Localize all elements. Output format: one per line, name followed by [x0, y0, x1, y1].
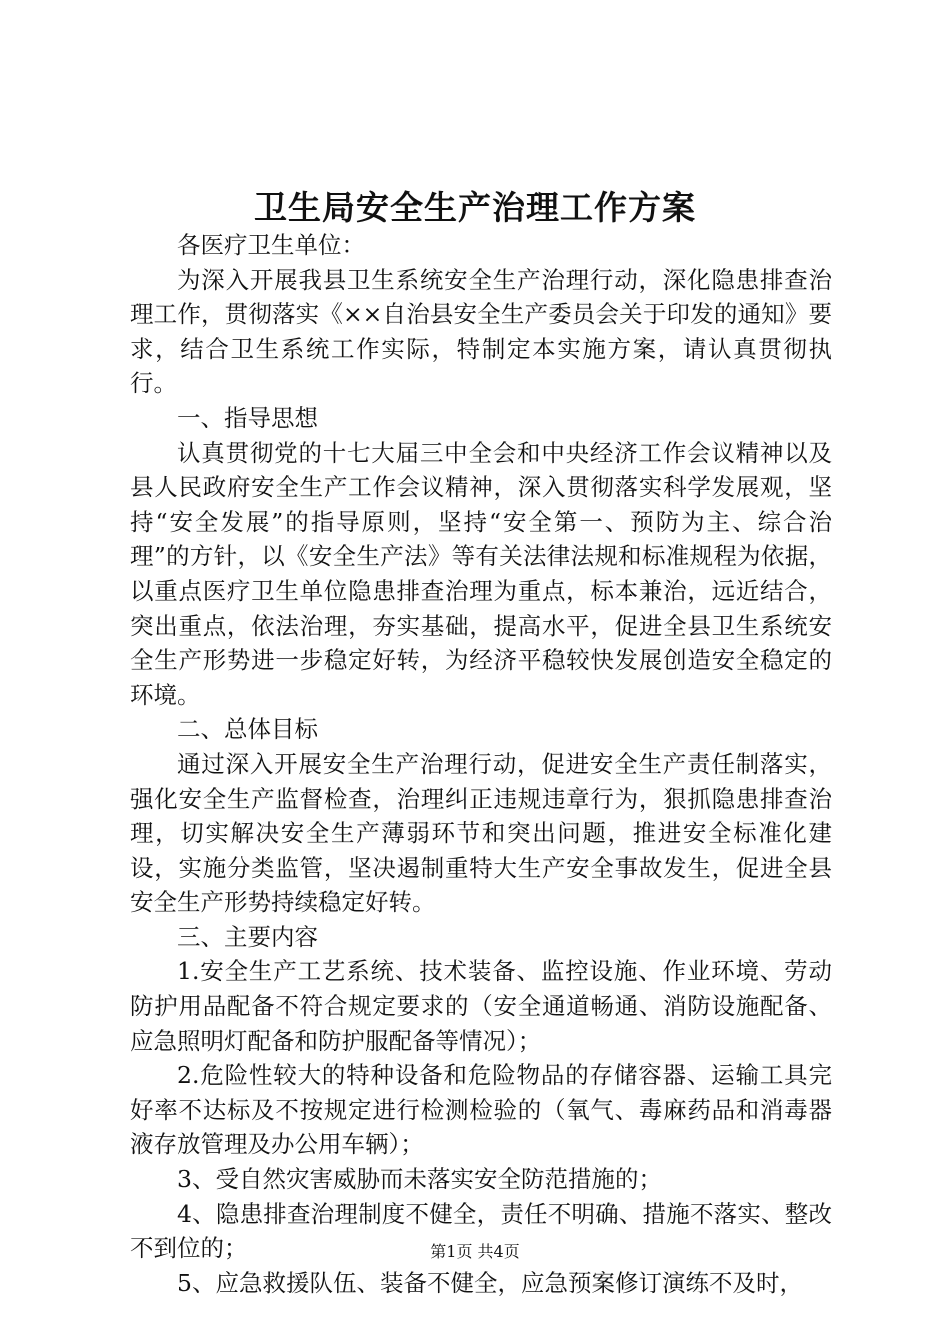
section-heading-overall-goal: 二、总体目标	[177, 715, 318, 744]
list-item: 4、隐患排查治理制度不健全，责任不明确、措施不落实、整改不到位的；	[130, 1199, 832, 1263]
section-paragraph-overall-goal: 通过深入开展安全生产治理行动，促进安全生产责任制落实，强化安全生产监督检查，治理纠正违规违章行为，狠抓隐患排查治理，切实解决安全生产薄弱环节和突出问题，推进安全标准化建设，实施分类监管，坚决遏制重特大生产安全事故发生，促进全县安全生产形势持续稳定好转。	[130, 749, 832, 917]
list-item: 5、应急救援队伍、装备不健全，应急预案修订演练不及时，	[177, 1268, 803, 1297]
page-number-footer: 第1页 共4页	[430, 1242, 520, 1261]
list-item: 1.安全生产工艺系统、技术装备、监控设施、作业环境、劳动防护用品配备不符合规定要求的（安全通道畅通、消防设施配备、应急照明灯配备和防护服配备等情况）；	[130, 957, 832, 1055]
list-item: 3、受自然灾害威胁而未落实安全防范措施的；	[177, 1165, 662, 1194]
section-heading-guiding-ideology: 一、指导思想	[177, 403, 318, 432]
salutation: 各医疗卫生单位：	[177, 231, 365, 259]
list-item: 2.危险性较大的特种设备和危险物品的存储容器、运输工具完好率不达标及不按规定进行检测检验的（氧气、毒麻药品和消毒器液存放管理及办公用车辆）；	[130, 1061, 832, 1159]
document-body	[130, 228, 832, 1300]
intro-paragraph: 为深入开展我县卫生系统安全生产治理行动，深化隐患排查治理工作，贯彻落实《××自治县安全生产委员会关于印发的通知》要求，结合卫生系统工作实际，特制定本实施方案，请认真贯彻执行。	[130, 265, 832, 398]
section-paragraph-guiding-ideology: 认真贯彻党的十七大届三中全会和中央经济工作会议精神以及县人民政府安全生产工作会议精神，深入贯彻落实科学发展观，坚持“安全发展”的指导原则，坚持“安全第一、预防为主、综合治理”的方针，以《安全生产法》等有关法律法规和标准规程为依据，以重点医疗卫生单位隐患排查治理为重点，标本兼治，远近结合，突出重点，依法治理，夯实基础，提高水平，促进全县卫生系统安全生产形势进一步稳定好转，为经济平稳较快发展创造安全稳定的环境。	[130, 438, 832, 709]
document-title: 卫生局安全生产治理工作方案	[254, 188, 696, 227]
section-heading-main-content: 三、主要内容	[177, 922, 318, 951]
